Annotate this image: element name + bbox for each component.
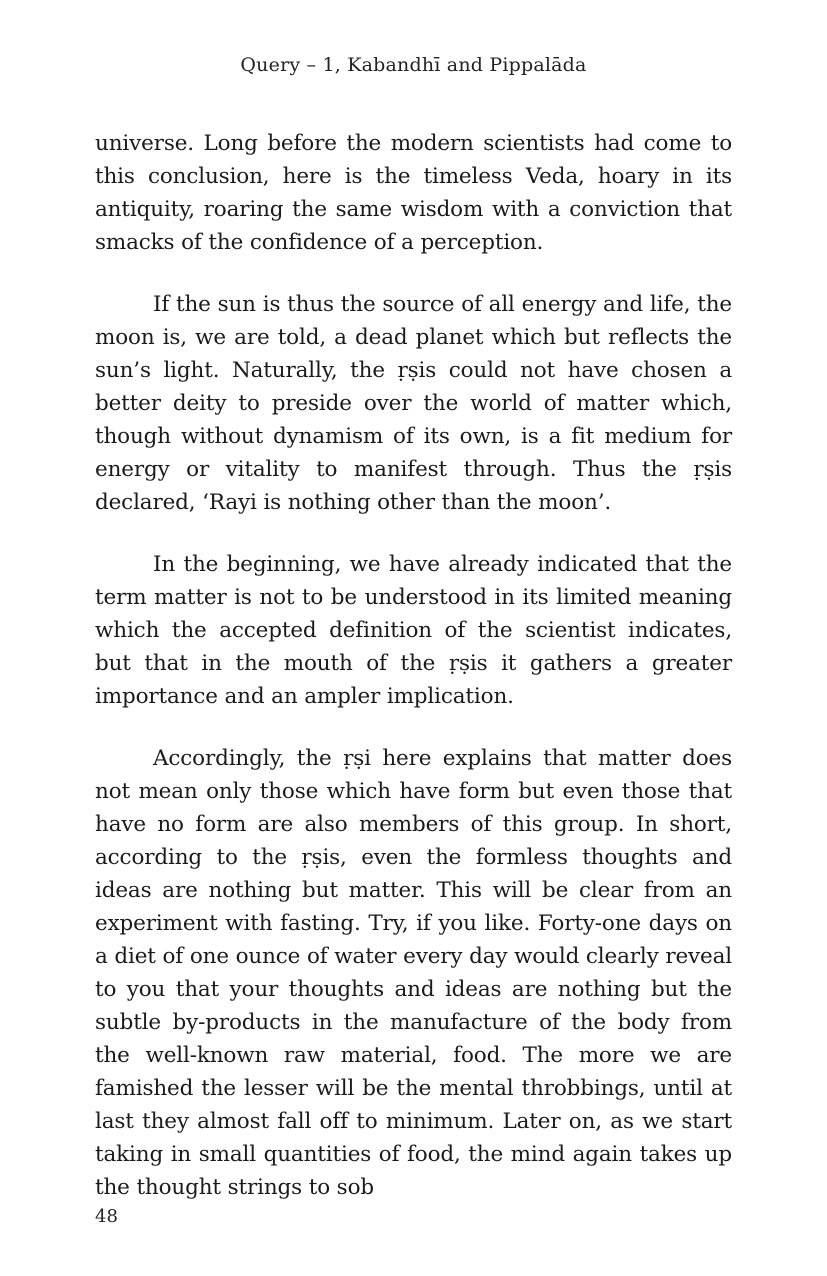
body-text bbox=[95, 127, 732, 1233]
paragraph-matter-meaning: In the beginning, we have already indicated that the term matter is not to be understood in its limited meaning which the accepted definition of the scientist indicates, but that in the mouth of the ṛṣis it gathers a greater importance and an ampler implication. bbox=[95, 552, 732, 709]
running-head: Query – 1, Kabandhī and Pippalāda bbox=[240, 54, 587, 76]
paragraph-sun-moon: If the sun is thus the source of all energy and life, the moon is, we are told, a dead planet which but reflects the sun’s light. Naturally, the ṛṣis could not have chosen a better deity to preside over the world of matter which, though without dynamism of its own, is a fit medium for energy or vitality to manifest through. Thus the ṛṣis declared, ‘Rayi is nothing other than the moon’. bbox=[95, 292, 732, 515]
paragraph-formless-matter: Accordingly, the ṛṣi here explains that matter does not mean only those which have form but even those that have no form are also members of this group. In short, according to the ṛṣis, even the formless thoughts and ideas are nothing but matter. This will be clear from an experiment with fasting. Try, if you like. Forty-one days on a diet of one ounce of water every day would clearly reveal to you that your thoughts and ideas are nothing but the subtle by-products in the manufacture of the body from the well-known raw material, food. The more we are famished the lesser will be the mental throbbings, until at last they almost fall off to minimum. Later on, as we start taking in small quantities of food, the mind again takes up the thought strings to sob bbox=[95, 746, 732, 1200]
page-number: 48 bbox=[95, 1206, 118, 1227]
paragraph-continuation: universe. Long before the modern scientists had come to this conclusion, here is the timeless Veda, hoary in its antiquity, roaring the same wisdom with a conviction that smacks of the confidence of a perception. bbox=[95, 131, 732, 255]
